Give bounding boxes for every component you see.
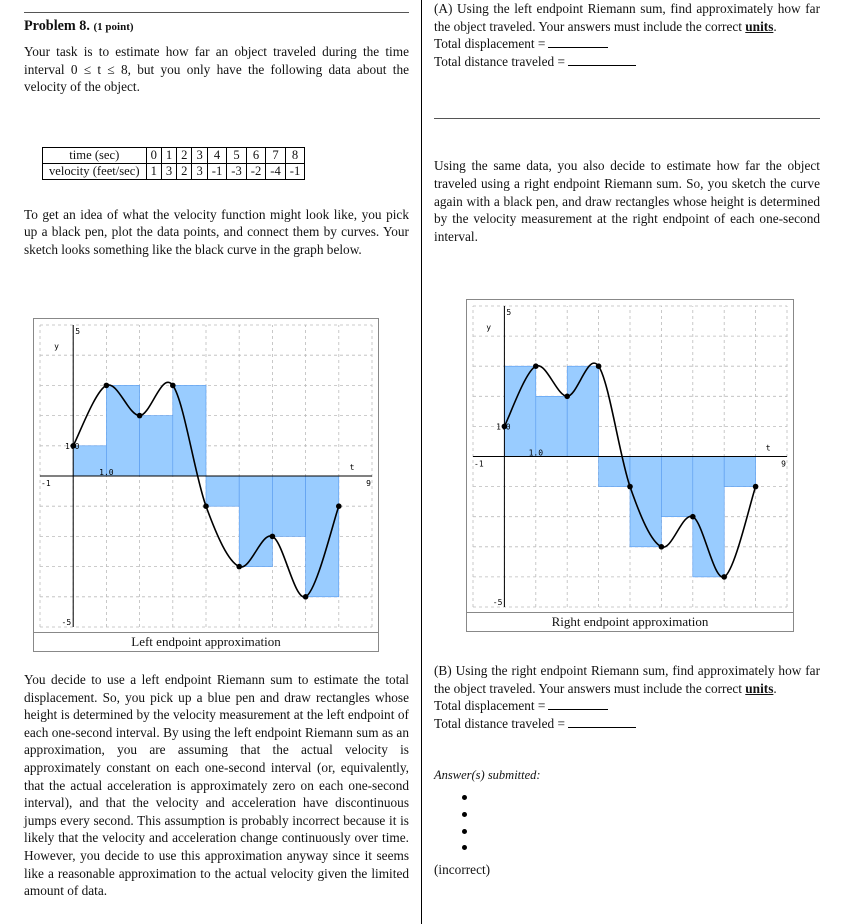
- part-a-displacement: [434, 35, 820, 53]
- x-min-label: -1: [474, 459, 484, 469]
- left-graph-box: [33, 318, 379, 652]
- velocity-cell: -1: [285, 163, 305, 179]
- part-b-text: (B) Using the right endpoint Riemann sum, find approximately how far the object traveled. Your answers must include the correct: [434, 663, 820, 696]
- part-b-displacement: [434, 697, 820, 715]
- riemann-rectangle: [661, 457, 692, 517]
- y-axis-label: y: [54, 342, 60, 352]
- right-endpoint-graph: [467, 300, 793, 613]
- velocity-label: velocity (feet/sec): [43, 163, 147, 179]
- left-endpoint-graph: [34, 319, 378, 633]
- velocity-cell: 2: [177, 163, 192, 179]
- answers-list: [434, 789, 820, 856]
- data-point: [170, 383, 176, 389]
- x-max-label: 9: [366, 479, 371, 488]
- data-point: [564, 394, 570, 400]
- data-point: [104, 383, 110, 389]
- data-point: [203, 503, 209, 509]
- left-endpoint-text: You decide to use a left endpoint Riemann sum to estimate the total displacement. So, you pick up a blue pen and draw rectangles whose height is determined by the velocity measurement at the left endpoint of each one-second interval. By using the left endpoint Riemann sum as an approximation, you are assuming that the actual velocity is approximately constant on each one-second interval (or, equivalently, that the actual acceleration is approximately zero on each one-second interval), and that the velocity and acceleration have discontinuous jumps every second. This assumption is probably incorrect because it is likely that the velocity and acceleration change continuously over time. However, you decide to use this approximation anyway since it seems like a reasonable approximation to the actual velocity given the limited amount of data.: [24, 672, 409, 899]
- answer-item: [434, 789, 820, 806]
- displacement-answer-field[interactable]: [548, 709, 608, 710]
- displacement-label: Total displacement =: [434, 698, 546, 714]
- data-point: [596, 363, 602, 369]
- part-a-units: units: [745, 18, 774, 34]
- column-divider: [421, 0, 422, 924]
- time-cell: 6: [246, 147, 266, 163]
- riemann-rectangle: [567, 366, 598, 456]
- x-tick-label: 1.0: [99, 468, 114, 477]
- velocity-cell: -3: [227, 163, 247, 179]
- riemann-rectangle: [140, 416, 173, 476]
- right-column-bottom: [434, 662, 820, 878]
- right-graph-box: [466, 299, 794, 632]
- time-cell: 1: [161, 147, 176, 163]
- problem-number: Problem 8.: [24, 18, 90, 34]
- data-point: [236, 564, 242, 570]
- x-axis-label: t: [349, 462, 355, 472]
- data-point: [753, 484, 759, 490]
- riemann-rectangle: [306, 476, 339, 597]
- answer-item: [434, 823, 820, 840]
- velocity-cell: -2: [246, 163, 266, 179]
- data-point: [659, 544, 665, 550]
- y-tick-label: 1.0: [496, 422, 511, 432]
- time-cell: 2: [177, 147, 192, 163]
- riemann-rectangle: [724, 457, 755, 487]
- problem-points: (1 point): [93, 21, 134, 33]
- riemann-rectangle: [536, 396, 567, 456]
- top-rule: [24, 12, 409, 13]
- left-graph-caption: Left endpoint approximation: [34, 632, 378, 650]
- x-axis-label: t: [765, 443, 771, 453]
- data-point: [137, 413, 143, 419]
- velocity-cell: -1: [207, 163, 227, 179]
- sketch-text: To get an idea of what the velocity function might look like, you pick up a black pen, plot the data points, and connect them by curves. Your sketch looks something like the black curve in the graph below.: [24, 206, 409, 257]
- distance-label: Total distance traveled =: [434, 53, 565, 69]
- same-data-text: Using the same data, you also decide to estimate how far the object traveled using a right endpoint Riemann sum. So, you sketch the curve again with a black pen, and draw rectangles whose height is determined by the velocity measurement at the right endpoint of each one-second interval.: [434, 158, 820, 244]
- distance-label: Total distance traveled =: [434, 715, 565, 731]
- displacement-answer-field[interactable]: [548, 47, 608, 48]
- y-max-label: 5: [75, 327, 81, 336]
- answer-item: [434, 839, 820, 856]
- intro-text: Your task is to estimate how far an object traveled during the time interval 0 ≤ t ≤ 8, but you only have the following data about the velocity of the object.: [24, 44, 409, 95]
- part-a-text: (A) Using the left endpoint Riemann sum, find approximately how far the object traveled. Your answers must include the correct: [434, 1, 820, 34]
- y-min-label: -5: [492, 598, 503, 607]
- riemann-rectangle: [173, 385, 206, 476]
- time-cell: 0: [146, 147, 161, 163]
- x-max-label: 9: [781, 459, 786, 469]
- distance-answer-field[interactable]: [568, 65, 636, 66]
- section-rule: [434, 118, 820, 119]
- x-tick-label: 1.0: [528, 448, 544, 458]
- y-max-label: 5: [506, 308, 512, 317]
- velocity-row: [43, 163, 305, 179]
- part-a-distance: [434, 53, 820, 71]
- right-graph-caption: Right endpoint approximation: [467, 612, 793, 630]
- riemann-rectangle: [272, 476, 305, 536]
- riemann-rectangle: [504, 366, 535, 456]
- time-cell: 7: [266, 147, 286, 163]
- part-b-units: units: [745, 680, 774, 696]
- answer-status: (incorrect): [434, 862, 491, 878]
- left-column-bottom: [24, 671, 409, 900]
- velocity-cell: 1: [146, 163, 161, 179]
- time-cell: 5: [227, 147, 247, 163]
- right-column: [434, 0, 820, 245]
- velocity-cell: 3: [192, 163, 207, 179]
- data-point: [270, 534, 276, 540]
- left-column: [24, 0, 409, 259]
- data-point: [303, 594, 309, 600]
- displacement-label: Total displacement =: [434, 36, 546, 52]
- time-cell: 4: [207, 147, 227, 163]
- data-point: [690, 514, 696, 520]
- x-min-label: -1: [41, 479, 51, 488]
- data-table: [42, 147, 305, 180]
- velocity-cell: -4: [266, 163, 286, 179]
- answer-item: [434, 806, 820, 823]
- riemann-rectangle: [239, 476, 272, 567]
- problem-title: [24, 18, 409, 35]
- time-cell: 8: [285, 147, 305, 163]
- velocity-cell: 3: [161, 163, 176, 179]
- y-axis-label: y: [486, 323, 492, 333]
- part-b-distance: [434, 715, 820, 733]
- answers-submitted-label: Answer(s) submitted:: [434, 768, 541, 783]
- riemann-rectangle: [206, 476, 239, 506]
- data-point: [336, 503, 342, 509]
- data-point: [533, 363, 539, 369]
- distance-answer-field[interactable]: [568, 727, 636, 728]
- time-label: time (sec): [43, 147, 147, 163]
- data-point: [627, 484, 633, 490]
- time-row: [43, 147, 305, 163]
- time-cell: 3: [192, 147, 207, 163]
- y-min-label: -5: [61, 618, 72, 627]
- part-a-prompt: (A) Using the left endpoint Riemann sum, find approximately how far the object traveled. Your answers must include the correct units.: [434, 1, 820, 34]
- riemann-rectangle: [693, 457, 724, 577]
- y-tick-label: 1.0: [64, 441, 80, 451]
- data-point: [721, 574, 727, 580]
- part-b-prompt: (B) Using the right endpoint Riemann sum, find approximately how far the object traveled. Your answers must include the correct units.: [434, 663, 820, 696]
